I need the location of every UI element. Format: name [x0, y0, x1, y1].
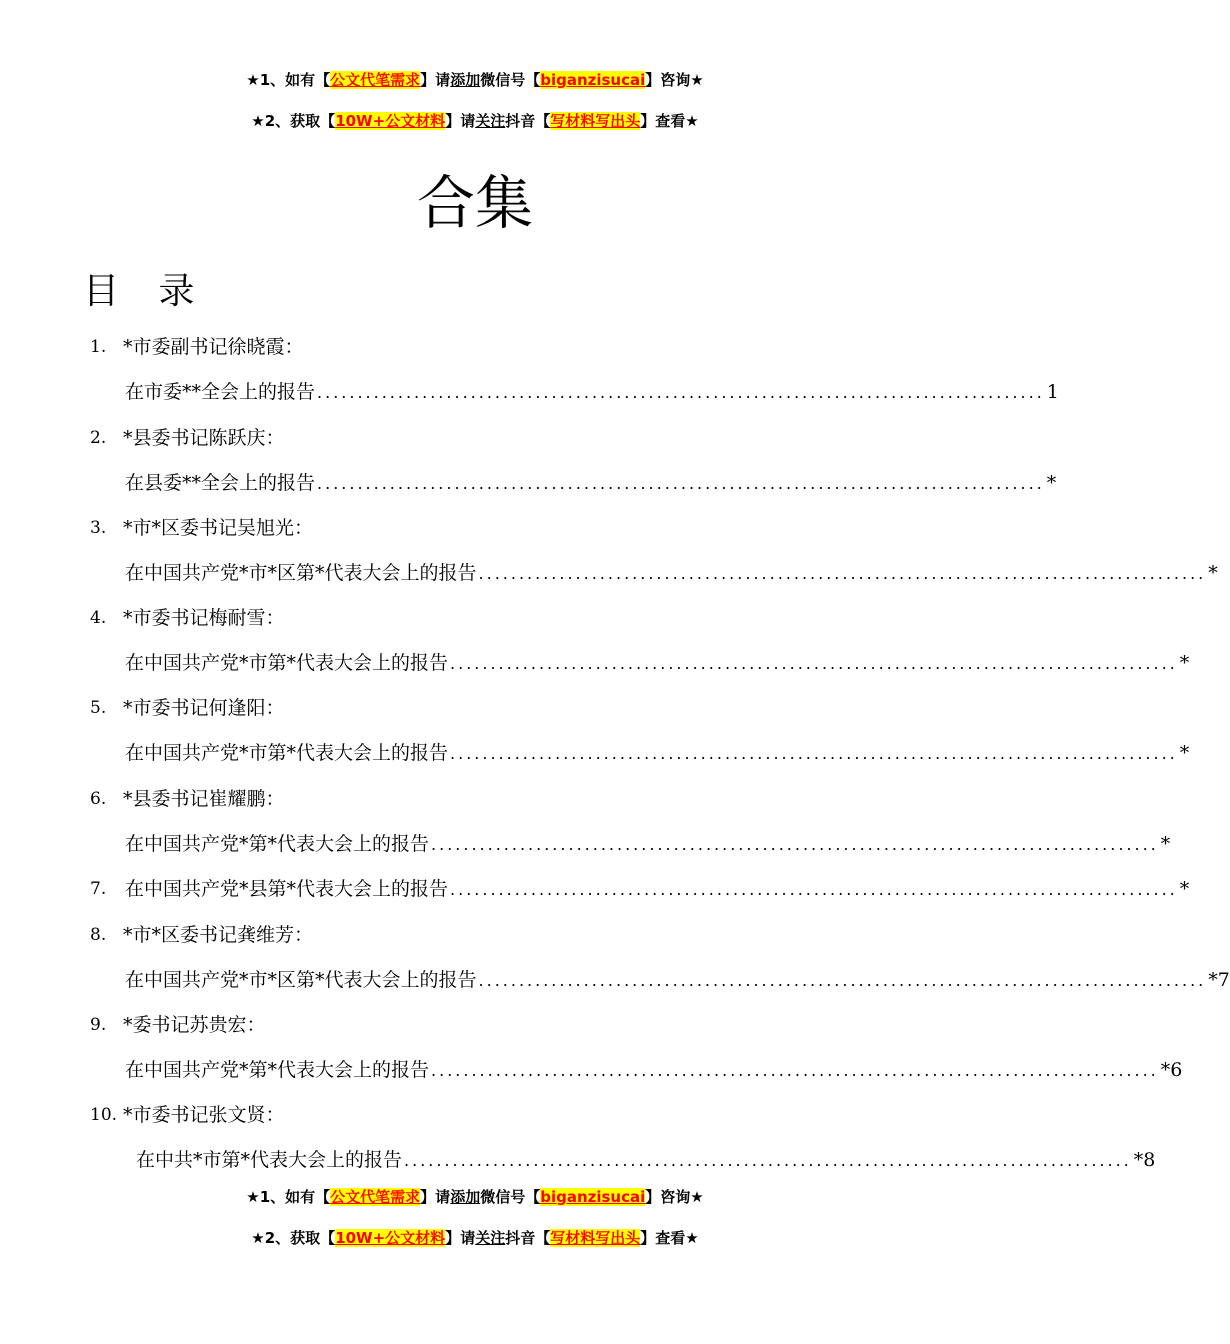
banner-underline-follow: 关注: [475, 112, 506, 130]
toc-entry-link[interactable]: [125, 468, 1057, 499]
highlight-writing-service: 公文代笔需求: [330, 1188, 421, 1206]
banner-text: 抖音【: [505, 112, 551, 130]
highlight-materials: 10W+公文材料: [335, 1229, 446, 1247]
toc-entry-number: 6.: [90, 789, 107, 809]
banner-text: 】查看★: [640, 1229, 699, 1247]
toc-entry-title: 在中国共产党*市*区第*代表大会上的报告: [125, 562, 477, 584]
toc-entry-number: 10.: [90, 1105, 118, 1125]
toc-heading: 目 录: [83, 271, 209, 312]
toc-entry-number: 3.: [90, 518, 107, 538]
toc-leader-dots: ..........................................................................................: [431, 835, 1159, 854]
toc-entry-link[interactable]: [125, 558, 1218, 589]
toc-entry-header: [0, 693, 950, 723]
toc-leader-dots: ..........................................................................................: [317, 474, 1045, 493]
toc-entry-title: 在中国共产党*县第*代表大会上的报告: [125, 878, 449, 900]
banner-underline-add: 添加: [450, 1188, 481, 1206]
toc-entry-header: [0, 920, 950, 950]
toc-entry-page: *: [1160, 833, 1171, 855]
banner-text: 】请: [445, 112, 476, 130]
toc-entry-page: *8: [1133, 1149, 1156, 1171]
toc-entry-link[interactable]: [125, 738, 1190, 769]
toc-entry-number: 4.: [90, 608, 107, 628]
toc-entry-link[interactable]: [136, 1145, 1156, 1176]
toc-entry-speaker: *县委书记崔耀鹏：: [123, 788, 285, 810]
highlight-douyin-account: 写材料写出头: [550, 112, 641, 130]
toc-leader-dots: ..........................................................................................: [404, 1151, 1132, 1170]
toc-entry-page: *: [1179, 878, 1190, 900]
highlight-douyin-account: 写材料写出头: [550, 1229, 641, 1247]
toc-entry-header: [0, 1010, 950, 1040]
banner-text: ★1、如有【: [246, 1188, 331, 1206]
toc-leader-dots: ..........................................................................................: [317, 383, 1045, 402]
banner-text: ★1、如有【: [246, 71, 331, 89]
toc-entry-title: 在中国共产党*市第*代表大会上的报告: [125, 652, 449, 674]
toc-entry-page: *: [1179, 742, 1190, 764]
toc-leader-dots: ..........................................................................................: [478, 564, 1207, 583]
toc-entry-line[interactable]: [0, 829, 1171, 859]
banner-text: 微信号【: [480, 1188, 541, 1206]
toc-leader-dots: ..........................................................................................: [450, 880, 1178, 899]
toc-entry-line[interactable]: [0, 965, 1230, 995]
banner-text: 】请: [420, 71, 451, 89]
banner-text: 】请: [420, 1188, 451, 1206]
banner-text: 】咨询★: [645, 1188, 704, 1206]
toc-entry-line[interactable]: [0, 468, 1057, 498]
highlight-materials: 10W+公文材料: [335, 112, 446, 130]
toc-entry-line[interactable]: [0, 1055, 1183, 1085]
toc-entry-title: 在县委**全会上的报告: [125, 472, 316, 494]
toc-entry-title: 在中国共产党*第*代表大会上的报告: [125, 1059, 430, 1081]
toc-entry-header: [0, 1100, 950, 1130]
banner-text: 微信号【: [480, 71, 541, 89]
toc-entry-page: *: [1046, 472, 1057, 494]
toc-entry-speaker: *市委书记梅耐雪：: [123, 607, 285, 629]
toc-leader-dots: ..........................................................................................: [478, 971, 1207, 990]
toc-entry-header: [0, 784, 950, 814]
toc-entry-page: 1: [1046, 381, 1059, 403]
toc-entry-number: 2.: [90, 428, 107, 448]
toc-entry-line[interactable]: [0, 738, 1190, 768]
toc-entry-page: *: [1179, 652, 1190, 674]
banner-underline-follow: 关注: [475, 1229, 506, 1247]
toc-entry-header: [0, 423, 950, 453]
toc-entry-page: *: [1208, 562, 1218, 584]
toc-entry-header: [0, 603, 950, 633]
toc-entry-speaker: *市委书记张文贤：: [123, 1104, 285, 1126]
toc-entry-number: 8.: [90, 925, 107, 945]
toc-entry-speaker: *县委书记陈跃庆：: [123, 427, 285, 449]
banner-bottom-line-2: [0, 1228, 950, 1248]
banner-text: 】查看★: [640, 112, 699, 130]
toc-entry-line[interactable]: [0, 377, 1059, 407]
document-title: 合集: [416, 169, 533, 237]
banner-text: 】咨询★: [645, 71, 704, 89]
toc-entry-speaker: *市委书记何逢阳：: [123, 697, 285, 719]
toc-entry-link[interactable]: [125, 829, 1171, 860]
toc-entry-number: 1.: [90, 337, 107, 357]
toc-entry-title: 在中国共产党*第*代表大会上的报告: [125, 833, 430, 855]
toc-entry-speaker: *市*区委书记龚维芳：: [123, 924, 314, 946]
toc-entry-title: 在中国共产党*市*区第*代表大会上的报告: [125, 969, 477, 991]
highlight-writing-service: 公文代笔需求: [330, 71, 421, 89]
toc-entry-speaker: *委书记苏贵宏：: [123, 1014, 266, 1036]
toc-entry-page: *7: [1208, 969, 1230, 991]
toc-leader-dots: ..........................................................................................: [431, 1061, 1159, 1080]
highlight-wechat-id: biganzisucai: [540, 71, 646, 89]
toc-entry-line[interactable]: [0, 1145, 1156, 1175]
toc-entry-link[interactable]: [125, 1055, 1183, 1086]
toc-entry-page: *6: [1160, 1059, 1183, 1081]
banner-text: 】请: [445, 1229, 476, 1247]
banner-text: ★2、获取【: [251, 112, 336, 130]
banner-underline-add: 添加: [450, 71, 481, 89]
banner-text: ★2、获取【: [251, 1229, 336, 1247]
toc-entry-line[interactable]: [0, 648, 1190, 678]
toc-entry-line[interactable]: [0, 558, 1218, 588]
highlight-wechat-id: biganzisucai: [540, 1188, 646, 1206]
toc-entry-link[interactable]: [125, 874, 1190, 905]
toc-entry-line[interactable]: [0, 874, 1190, 904]
toc-entry-speaker: *市委副书记徐晓霞：: [123, 336, 304, 358]
toc-entry-speaker: *市*区委书记吴旭光：: [123, 517, 314, 539]
toc-entry-title: 在中国共产党*市第*代表大会上的报告: [125, 742, 449, 764]
toc-entry-link[interactable]: [125, 377, 1059, 408]
toc-leader-dots: ..........................................................................................: [450, 744, 1178, 763]
toc-entry-header: [0, 332, 950, 362]
toc-entry-number: 7.: [90, 879, 107, 899]
toc-entry-link[interactable]: [125, 648, 1190, 679]
toc-entry-title: 在市委**全会上的报告: [125, 381, 316, 403]
banner-bottom-line-1: [0, 1187, 950, 1207]
toc-entry-title: 在中共*市第*代表大会上的报告: [136, 1149, 403, 1171]
toc-leader-dots: ..........................................................................................: [450, 654, 1178, 673]
toc-entry-number: 9.: [90, 1015, 107, 1035]
toc-entry-link[interactable]: [125, 965, 1230, 996]
toc-entry-header: [0, 513, 950, 543]
banner-text: 抖音【: [505, 1229, 551, 1247]
toc-entry-number: 5.: [90, 698, 107, 718]
